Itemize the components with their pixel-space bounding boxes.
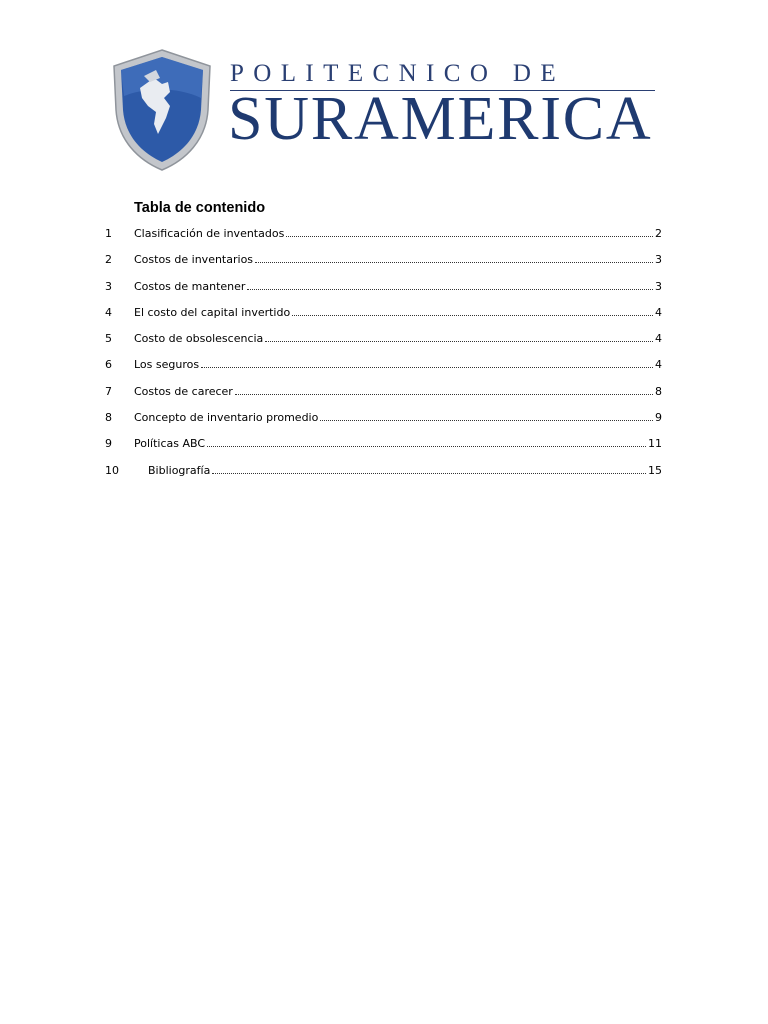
toc-entry[interactable] bbox=[105, 332, 662, 358]
table-of-contents bbox=[105, 227, 662, 490]
toc-entry-number: 4 bbox=[105, 305, 112, 319]
toc-entry[interactable] bbox=[105, 253, 662, 279]
toc-entry[interactable] bbox=[105, 358, 662, 384]
toc-dot-leader bbox=[265, 341, 653, 342]
toc-entry-label: Costos de mantener bbox=[134, 279, 246, 293]
toc-entry-page: 4 bbox=[655, 305, 662, 319]
toc-dot-leader bbox=[235, 394, 653, 395]
toc-entry[interactable] bbox=[105, 280, 662, 306]
toc-entry-label: Bibliografía bbox=[148, 463, 211, 477]
toc-entry-number: 8 bbox=[105, 411, 112, 425]
toc-entry-label: Políticas ABC bbox=[134, 437, 206, 451]
toc-dot-leader bbox=[207, 446, 646, 447]
toc-entry-page: 2 bbox=[655, 227, 662, 240]
toc-entry-label: Los seguros bbox=[134, 358, 200, 372]
toc-entry-number: 1 bbox=[105, 227, 112, 240]
toc-entry-number: 6 bbox=[105, 358, 112, 372]
toc-entry-number: 2 bbox=[105, 253, 112, 267]
toc-dot-leader bbox=[255, 262, 653, 263]
toc-entry-label: Clasificación de inventados bbox=[134, 227, 285, 240]
toc-dot-leader bbox=[247, 289, 653, 290]
toc-entry-label: Costos de carecer bbox=[134, 384, 233, 398]
toc-entry-number: 7 bbox=[105, 384, 112, 398]
toc-entry-page: 3 bbox=[655, 253, 662, 267]
toc-title: Tabla de contenido bbox=[134, 200, 266, 216]
toc-entry[interactable] bbox=[105, 385, 662, 411]
logo-line-suramerica: SURAMERICA bbox=[228, 85, 653, 153]
toc-dot-leader bbox=[286, 236, 653, 237]
toc-dot-leader bbox=[212, 473, 646, 474]
toc-dot-leader bbox=[292, 315, 653, 316]
toc-entry-page: 11 bbox=[648, 437, 662, 451]
toc-dot-leader bbox=[320, 420, 653, 421]
toc-entry-label: Concepto de inventario promedio bbox=[134, 411, 319, 425]
logo-line-politecnico: POLITECNICO DE bbox=[230, 60, 566, 87]
toc-entry[interactable] bbox=[105, 411, 662, 437]
toc-entry-page: 4 bbox=[655, 358, 662, 372]
toc-entry-page: 3 bbox=[655, 279, 662, 293]
toc-entry-number: 5 bbox=[105, 332, 112, 346]
toc-entry-number: 9 bbox=[105, 437, 112, 451]
toc-entry-label: Costos de inventarios bbox=[134, 253, 254, 267]
toc-entry-page: 15 bbox=[648, 463, 662, 477]
toc-dot-leader bbox=[201, 367, 653, 368]
toc-entry[interactable] bbox=[105, 464, 662, 490]
institution-logo bbox=[110, 48, 670, 172]
toc-entry-page: 8 bbox=[655, 384, 662, 398]
toc-entry-label: Costo de obsolescencia bbox=[134, 332, 264, 346]
toc-entry[interactable] bbox=[105, 306, 662, 332]
toc-entry-page: 4 bbox=[655, 332, 662, 346]
toc-entry[interactable] bbox=[105, 227, 662, 253]
toc-entry[interactable] bbox=[105, 437, 662, 463]
toc-entry-page: 9 bbox=[655, 411, 662, 425]
toc-entry-number: 3 bbox=[105, 279, 112, 293]
shield-emblem-icon bbox=[110, 48, 214, 172]
toc-entry-number: 10 bbox=[105, 463, 119, 477]
toc-entry-label: El costo del capital invertido bbox=[134, 305, 291, 319]
